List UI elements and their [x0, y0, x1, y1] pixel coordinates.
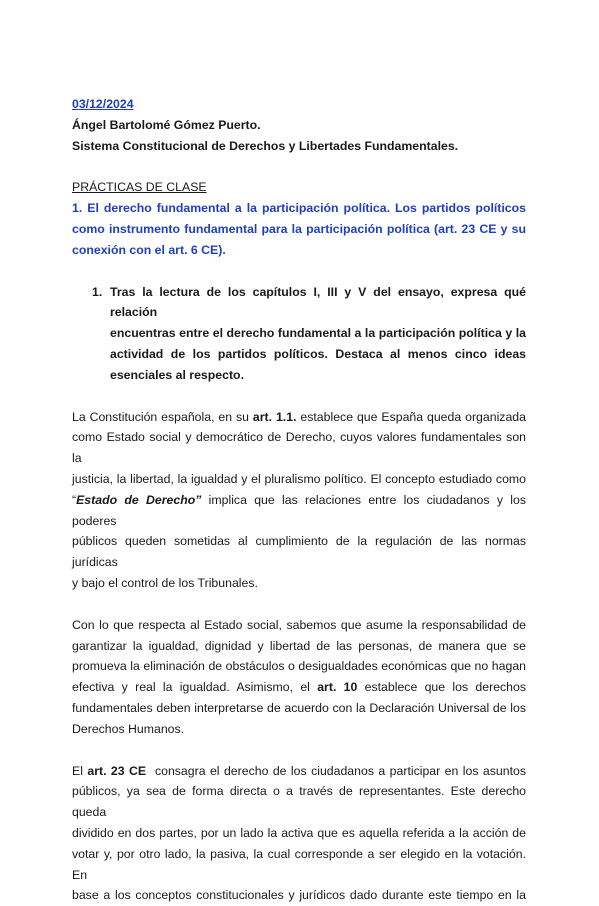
paragraph-3-line-4: votar y, por otro lado, la pasiva, la cual corresponde a ser elegido en la votación. En	[72, 846, 526, 882]
spacer	[72, 386, 526, 407]
text-run: consagra el derecho de los ciudadanos a participar en los asuntos	[146, 763, 526, 778]
paragraph-3-line-3: dividido en dos partes, por un lado la activa que es aquella referida a la acción de	[72, 825, 526, 840]
section-title-line-2: como instrumento fundamental para la participación política (art. 23 CE y su	[72, 221, 526, 236]
paragraph-1-line-4	[72, 490, 526, 532]
section-label: PRÁCTICAS DE CLASE	[72, 180, 207, 195]
paragraph-2-line-6: Derechos Humanos.	[72, 721, 185, 736]
paragraph-2-line-1: Con lo que respecta al Estado social, sabemos que asume la responsabilidad de	[72, 617, 526, 632]
paragraph-3-line-5: base a los conceptos constitucionales y jurídicos dado durante este tiempo en la	[72, 888, 526, 903]
paragraph-1-line-5: públicos queden sometidas al cumplimiento de la regulación de las normas jurídicas	[72, 534, 526, 570]
paragraph-1	[72, 407, 526, 594]
paragraph-2-line-3: promueva la eliminación de obstáculos o desigualdades económicas que no hagan	[72, 659, 526, 674]
document-date: 03/12/2024	[72, 97, 134, 111]
paragraph-2-line-4	[72, 677, 526, 698]
text-run: implica que las relaciones entre los ciudadanos y los poderes	[72, 492, 526, 528]
document-page	[72, 94, 526, 906]
paragraph-2-line-5: fundamentales deben interpretarse de acuerdo con la Declaración Universal de los	[72, 700, 526, 715]
spacer	[72, 261, 526, 282]
text-run: establece que España queda organizada	[296, 409, 526, 424]
article-reference: art. 1.1.	[252, 409, 297, 424]
paragraph-1-line-3: justicia, la libertad, la igualdad y el pluralismo político. El concepto estudiado como	[72, 471, 526, 486]
text-run: efectiva y real la igualdad. Asimismo, el	[72, 680, 318, 695]
course-title: Sistema Constitucional de Derechos y Libertades Fundamentales.	[72, 138, 459, 153]
section-title-line-1: 1. El derecho fundamental a la participación política. Los partidos políticos	[72, 201, 526, 216]
paragraph-2	[72, 615, 526, 740]
spacer	[72, 156, 526, 177]
question-number: 1.	[92, 284, 103, 299]
paragraph-3	[72, 761, 526, 906]
text-run: La Constitución española, en su	[72, 409, 253, 424]
spacer	[72, 740, 526, 761]
author-name: Ángel Bartolomé Gómez Puerto.	[72, 117, 261, 132]
section-title-line-3: conexión con el art. 6 CE).	[72, 242, 226, 257]
question-line-3: actividad de los partidos políticos. Destaca al menos cinco ideas	[110, 346, 526, 361]
paragraph-2-line-2: garantizar la igualdad, dignidad y libertad de las personas, de manera que se	[72, 638, 526, 653]
article-reference: art. 23 CE	[87, 763, 147, 778]
text-run: El	[72, 763, 88, 778]
paragraph-3-line-2: públicos, ya sea de forma directa o a través de representantes. Este derecho queda	[72, 784, 526, 820]
spacer	[72, 594, 526, 615]
text-run: “	[72, 492, 77, 507]
article-reference: art. 10	[317, 680, 358, 695]
paragraph-1-line-1	[72, 407, 526, 428]
question-item	[72, 282, 526, 386]
text-run: establece que los derechos	[357, 680, 527, 695]
emphasized-term: Estado de Derecho”	[76, 492, 202, 507]
question-line-4: esenciales al respecto.	[110, 367, 244, 382]
paragraph-3-line-1	[72, 761, 526, 782]
paragraph-1-line-6: y bajo el control de los Tribunales.	[72, 575, 258, 590]
paragraph-1-line-2: como Estado social y democrático de Derecho, cuyos valores fundamentales son la	[72, 430, 526, 466]
question-line-2: encuentras entre el derecho fundamental a la participación política y la	[110, 326, 526, 341]
question-line-1: Tras la lectura de los capítulos I, III y V del ensayo, expresa qué relación	[110, 284, 526, 320]
